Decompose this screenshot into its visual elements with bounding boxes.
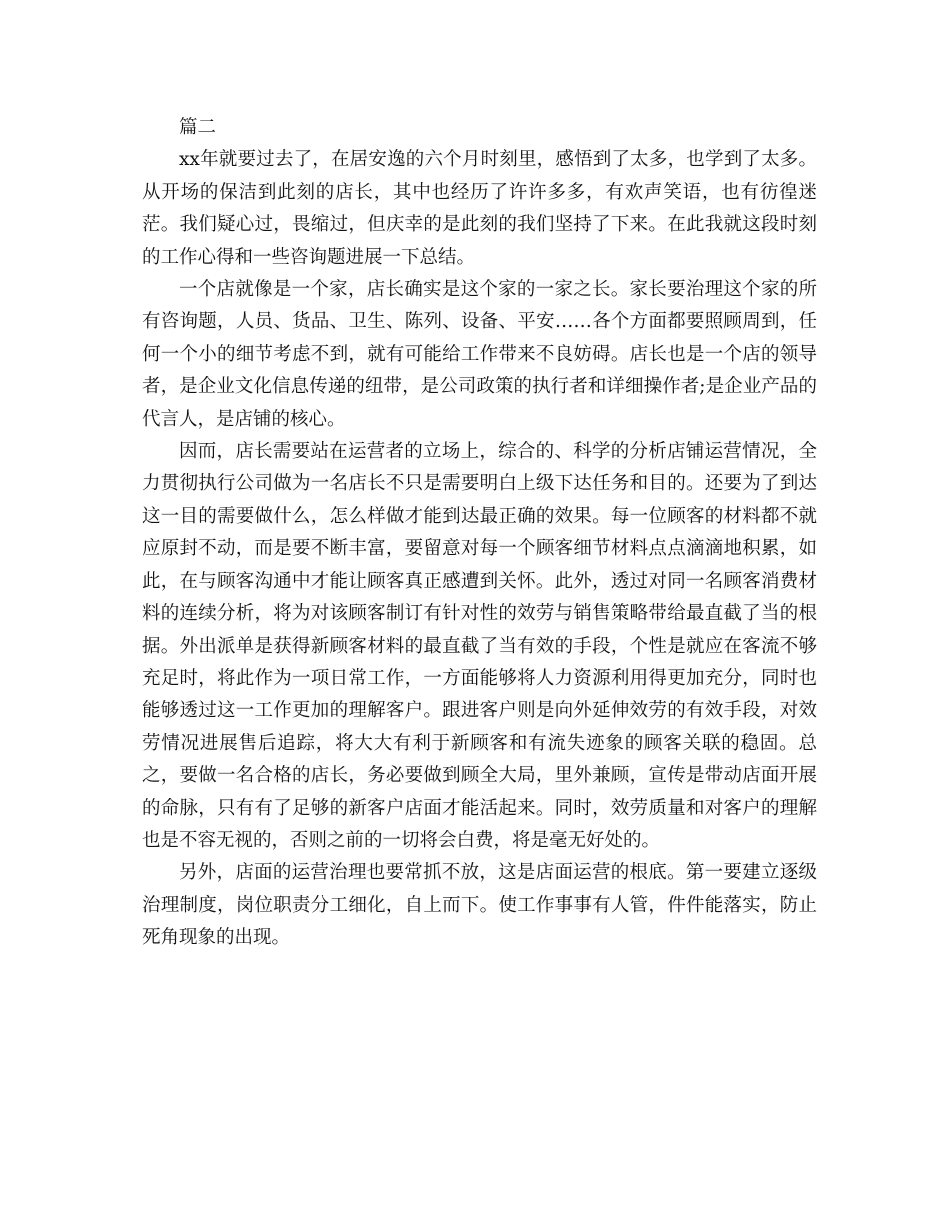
paragraph-2: 一个店就像是一个家，店长确实是这个家的一家之长。家长要治理这个家的所有咨询题，人员、货品、卫生、陈列、设备、平安……各个方面都要照顾周到，任何一个小的细节考虑不到，就有可能给工作带来不良妨碍。店长也是一个店的领导者，是企业文化信息传递的纽带，是公司政策的执行者和详细操作者;是企业产品的代言人，是店铺的核心。: [142, 279, 817, 430]
paragraph-3: 因而，店长需要站在运营者的立场上，综合的、科学的分析店铺运营情况，全力贯彻执行公司做为一名店长不只是需要明白上级下达任务和目的。还要为了到达这一目的需要做什么，怎么样做才能到达最正确的效果。每一位顾客的材料都不就应原封不动，而是要不断丰富，要留意对每一个顾客细节材料点点滴滴地积累，如此，在与顾客沟通中才能让顾客真正感遭到关怀。此外，透过对同一名顾客消费材料的连续分析，将为对该顾客制订有针对性的效劳与销售策略带给最直截了当的根据。外出派单是获得新顾客材料的最直截了当有效的手段，个性是就应在客流不够充足时，将此作为一项日常工作，一方面能够将人力资源利用得更加充分，同时也能够透过这一工作更加的理解客户。跟进客户则是向外延伸效劳的有效手段，对效劳情况进展售后追踪，将大大有利于新顾客和有流失迹象的顾客关联的稳固。总之，要做一名合格的店长，务必要做到顾全大局，里外兼顾，宣传是带动店面开展的命脉，只有有了足够的新客户店面才能活起来。同时，效劳质量和对客户的理解也是不容无视的，否则之前的一切将会白费，将是毫无好处的。: [142, 441, 817, 851]
section-title: 篇二: [179, 117, 217, 138]
paragraph-1: xx年就要过去了，在居安逸的六个月时刻里，感悟到了太多，也学到了太多。从开场的保洁到此刻的店长，其中也经历了许许多多，有欢声笑语，也有彷徨迷茫。我们疑心过，畏缩过，但庆幸的是此刻的我们坚持了下来。在此我就这段时刻的工作心得和一些咨询题进展一下总结。: [142, 149, 817, 268]
paragraph-4: 另外，店面的运营治理也要常抓不放，这是店面运营的根底。第一要建立逐级治理制度，岗位职责分工细化，自上而下。使工作事事有人管，件件能落实，防止死角现象的出现。: [142, 862, 817, 949]
document-body: [142, 112, 817, 955]
